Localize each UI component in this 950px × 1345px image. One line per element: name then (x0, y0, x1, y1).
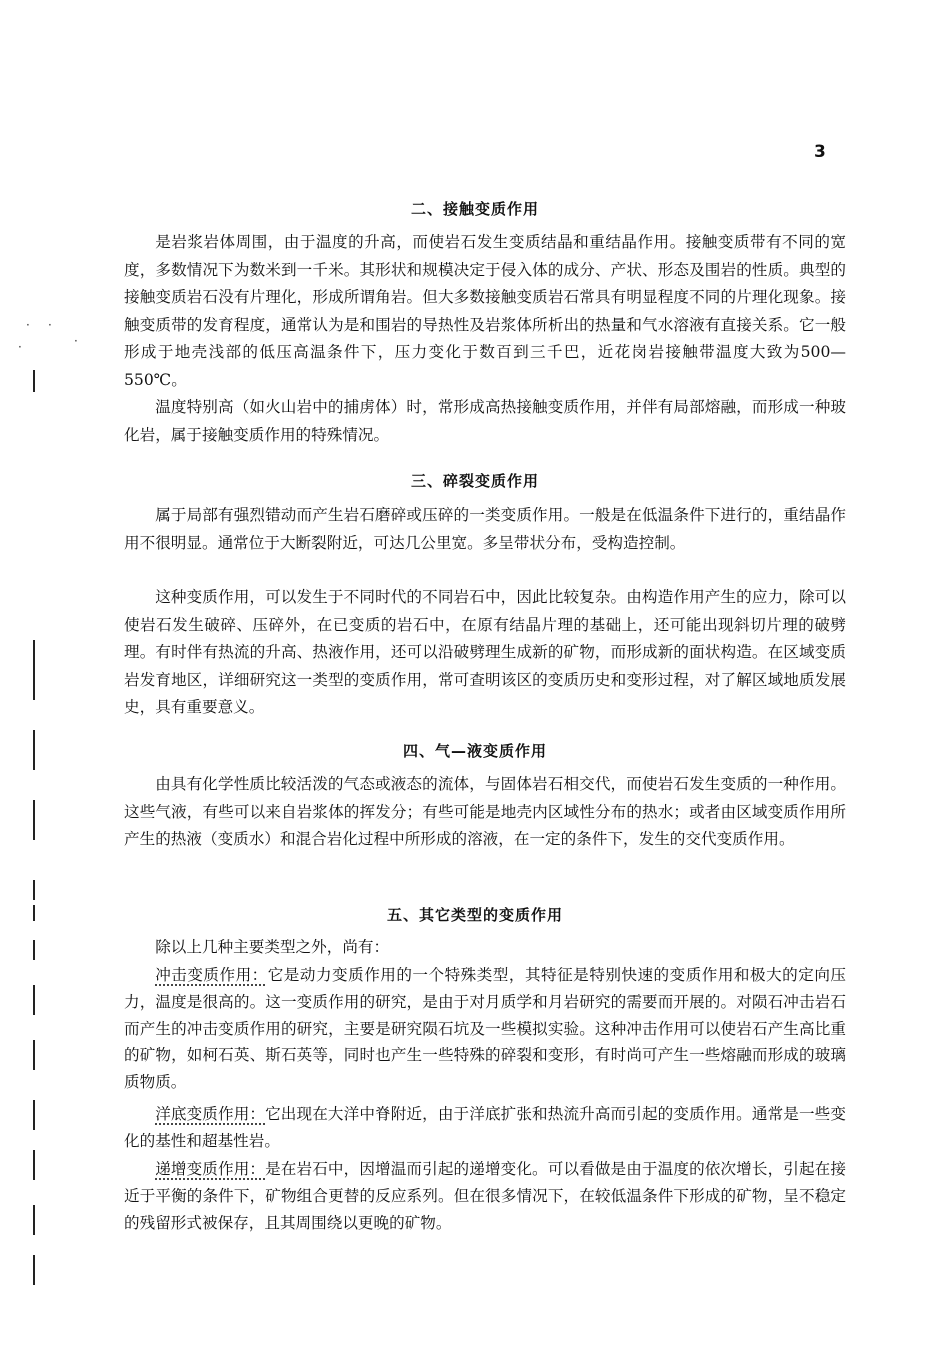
margin-line (33, 640, 35, 700)
paragraph: 温度特别高（如火山岩中的捕虏体）时，常形成高热接触变质作用，并伴有局部熔融，而形成一种玻化岩，属于接触变质作用的特殊情况。 (124, 398, 846, 444)
list-item-progressive (124, 1156, 846, 1236)
margin-mark: · (18, 340, 22, 354)
section-heading-contact: 二、接触变质作用 (410, 200, 539, 218)
paragraph: 由具有化学性质比较活泼的气态或液态的流体，与固体岩石相交代，而使岩石发生变质的一种作用。这些气液，有些可以来自岩浆体的挥发分；有些可能是地壳内区域性分布的热水；或者由区域变质作用所产生的热液（变质水）和混合岩化过程中所形成的溶液，在一定的条件下，发生的交代变质作用。 (124, 775, 846, 849)
list-item-ocean-floor (124, 1101, 846, 1155)
section-heading-gas-liquid: 四、气—液变质作用 (402, 742, 547, 760)
term-ocean-floor: 洋底变质作用： (155, 1105, 266, 1123)
page-number: 3 (814, 142, 826, 162)
margin-line (33, 1040, 35, 1070)
paragraph: 这种变质作用，可以发生于不同时代的不同岩石中，因此比较复杂。由构造作用产生的应力，除可以使岩石发生破碎、压碎外，在已变质的岩石中，在原有结晶片理的基础上，还可能出现斜切片理的破劈理。有时伴有热流的升高、热液作用，还可以沿破劈理生成新的矿物，而形成新的面状构造。在区域变质岩发育地区，详细研究这一类型的变质作用，常可查明该区的变质历史和变形过程，对了解区域地质发展史，具有重要意义。 (124, 588, 846, 717)
margin-line (33, 880, 35, 900)
term-impact: 冲击变质作用： (155, 966, 268, 984)
paragraph-intro: 除以上几种主要类型之外，尚有： (155, 938, 390, 956)
list-item-impact (124, 962, 846, 1096)
paragraph: 是岩浆岩体周围，由于温度的升高，而使岩石发生变质结晶和重结晶作用。接触变质带有不同的宽度，多数情况下为数米到一千米。其形状和规模决定于侵入体的成分、产状、形态及围岩的性质。典型的接触变质岩石没有片理化，形成所谓角岩。但大多数接触变质岩石常具有明显程度不同的片理化现象。接触变质带的发育程度，通常认为是和围岩的导热性及岩浆体所析出的热量和气水溶液有直接关系。它一般形成于地壳浅部的低压高温条件下，压力变化于数百到三千巴，近花岗岩接触带温度大致为500—550℃。 (124, 233, 846, 389)
margin-line (33, 940, 35, 960)
paragraph: 属于局部有强烈错动而产生岩石磨碎或压碎的一类变质作用。一般是在低温条件下进行的，重结晶作用不很明显。通常位于大断裂附近，可达几公里宽。多呈带状分布，受构造控制。 (124, 506, 846, 552)
margin-line (33, 985, 35, 1015)
margin-mark: · (48, 318, 52, 332)
margin-mark: · (26, 318, 30, 332)
margin-line (33, 800, 35, 840)
margin-mark: · (74, 334, 78, 348)
margin-line (33, 730, 35, 770)
term-progressive: 递增变质作用： (155, 1160, 266, 1178)
margin-line (33, 1100, 35, 1130)
margin-line (33, 1205, 35, 1235)
section-heading-other: 五、其它类型的变质作用 (386, 906, 563, 924)
margin-line (33, 370, 35, 392)
margin-line (33, 1255, 35, 1285)
margin-line (33, 1150, 35, 1180)
item-text: 它是动力变质作用的一个特殊类型，其特征是特别快速的变质作用和极大的定向压力，温度是很高的。这一变质作用的研究，是由于对月质学和月岩研究的需要而开展的。对陨石冲击岩石而产生的冲击变质作用的研究，主要是研究陨石坑及一些模拟实验。这种冲击作用可以使岩石产生高比重的矿物，如柯石英、斯石英等，同时也产生一些特殊的碎裂和变形，有时尚可产生一些熔融而形成的玻璃质物质。 (124, 966, 846, 1092)
item-text: 是在岩石中，因增温而引起的递增变化。可以看做是由于温度的依次增长，引起在接近于平衡的条件下，矿物组合更替的反应系列。但在很多情况下，在较低温条件下形成的矿物，呈不稳定的残留形式被保存，且其周围绕以更晚的矿物。 (124, 1160, 846, 1232)
item-text: 它出现在大洋中脊附近，由于洋底扩张和热流升高而引起的变质作用。通常是一些变化的基性和超基性岩。 (124, 1105, 846, 1150)
section-heading-cataclastic: 三、碎裂变质作用 (410, 472, 539, 490)
margin-line (33, 905, 35, 921)
